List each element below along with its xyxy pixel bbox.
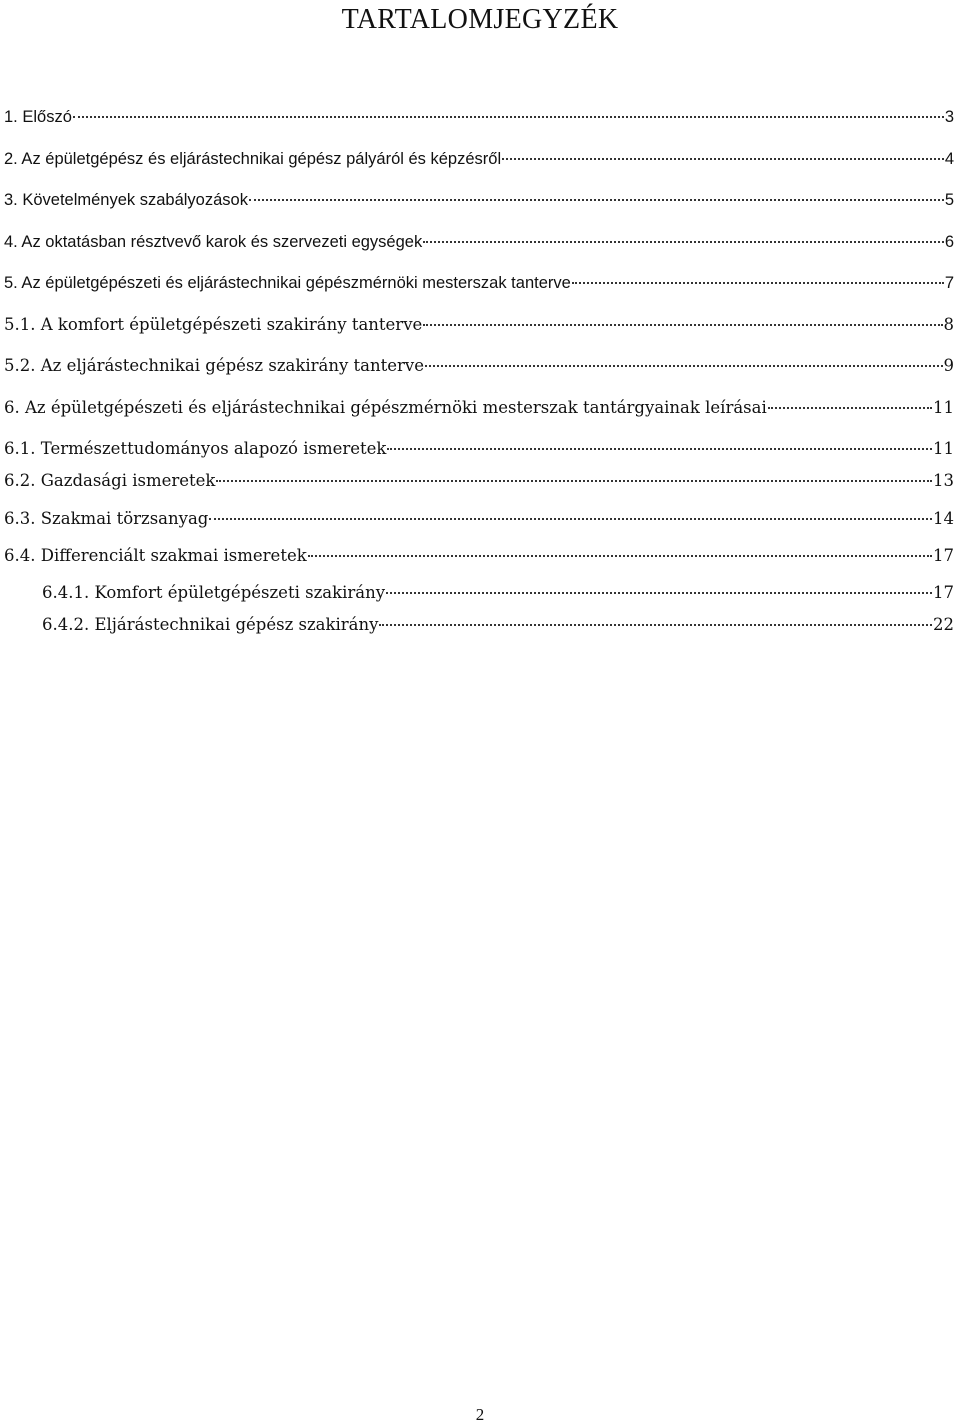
toc-entry-label: 5. Az épületgépészeti és eljárástechnikai gépészmérnöki mesterszak tanterve (4, 274, 571, 292)
toc-leader-dots (425, 365, 942, 367)
toc-entry[interactable] (0, 612, 954, 638)
toc-leader-dots (209, 518, 932, 520)
toc-entry-page: 8 (943, 315, 954, 334)
toc-entry[interactable] (0, 312, 954, 338)
toc-entry-page: 17 (933, 546, 954, 565)
toc-entry[interactable] (0, 468, 954, 494)
toc-entry[interactable] (0, 270, 954, 296)
toc-entry-label: 6. Az épületgépészeti és eljárástechnikai gépészmérnöki mesterszak tantárgyainak leírásai (4, 398, 767, 417)
toc-entry-page: 7 (944, 274, 954, 292)
toc-entry-page: 6 (944, 233, 954, 251)
toc-leader-dots (502, 158, 944, 160)
toc-entry-label: 5.2. Az eljárástechnikai gépész szakirány tanterve (4, 356, 425, 375)
toc-entry[interactable] (0, 436, 954, 462)
toc-entry-label: 6.3. Szakmai törzsanyag (4, 509, 209, 528)
toc-entry-label: 6.4.1. Komfort épületgépészeti szakirány (42, 583, 386, 602)
toc-entry-label: 6.4. Differenciált szakmai ismeretek (4, 546, 307, 565)
toc-entry[interactable] (0, 353, 954, 379)
toc-leader-dots (572, 282, 944, 284)
toc-leader-dots (768, 407, 932, 409)
toc-entry-label: 5.1. A komfort épületgépészeti szakirány tanterve (4, 315, 423, 334)
toc-leader-dots (423, 324, 942, 326)
toc-entry-label: 4. Az oktatásban résztvevő karok és szervezeti egységek (4, 233, 423, 251)
toc-entry[interactable] (0, 543, 954, 569)
toc-entry[interactable] (0, 229, 954, 255)
page-title: TARTALOMJEGYZÉK (341, 4, 619, 35)
toc-entry-page: 3 (944, 108, 954, 126)
toc-entry-page: 11 (933, 439, 954, 458)
page-number: 2 (475, 1405, 485, 1424)
toc-leader-dots (308, 555, 932, 557)
toc-entry-label: 6.4.2. Eljárástechnikai gépész szakirány (42, 615, 379, 634)
toc-entry[interactable] (0, 146, 954, 172)
toc-leader-dots (423, 241, 944, 243)
toc-entry-page: 4 (944, 150, 954, 168)
toc-entry-label: 1. Előszó (4, 108, 72, 126)
toc-entry-page: 13 (933, 471, 954, 490)
toc-entry-page: 9 (943, 356, 954, 375)
toc-leader-dots (386, 592, 932, 594)
toc-entry[interactable] (0, 187, 954, 213)
toc-entry[interactable] (0, 104, 954, 130)
toc-leader-dots (73, 116, 944, 118)
toc-entry[interactable] (0, 506, 954, 532)
toc-entry-page: 22 (933, 615, 954, 634)
toc-entry-label: 2. Az épületgépész és eljárástechnikai gépész pályáról és képzésről (4, 150, 502, 168)
toc-entry[interactable] (0, 395, 954, 421)
toc-leader-dots (379, 624, 932, 626)
toc-entry-label: 3. Követelmények szabályozások (4, 191, 248, 209)
toc-leader-dots (249, 199, 944, 201)
toc-leader-dots (216, 480, 932, 482)
toc-entry-label: 6.1. Természettudományos alapozó ismeretek (4, 439, 387, 458)
toc-entry-page: 5 (944, 191, 954, 209)
toc-leader-dots (387, 448, 932, 450)
toc-entry-label: 6.2. Gazdasági ismeretek (4, 471, 216, 490)
toc-entry-page: 14 (933, 509, 954, 528)
toc-entry-page: 11 (933, 398, 954, 417)
toc-entry-page: 17 (933, 583, 954, 602)
toc-entry[interactable] (0, 580, 954, 606)
